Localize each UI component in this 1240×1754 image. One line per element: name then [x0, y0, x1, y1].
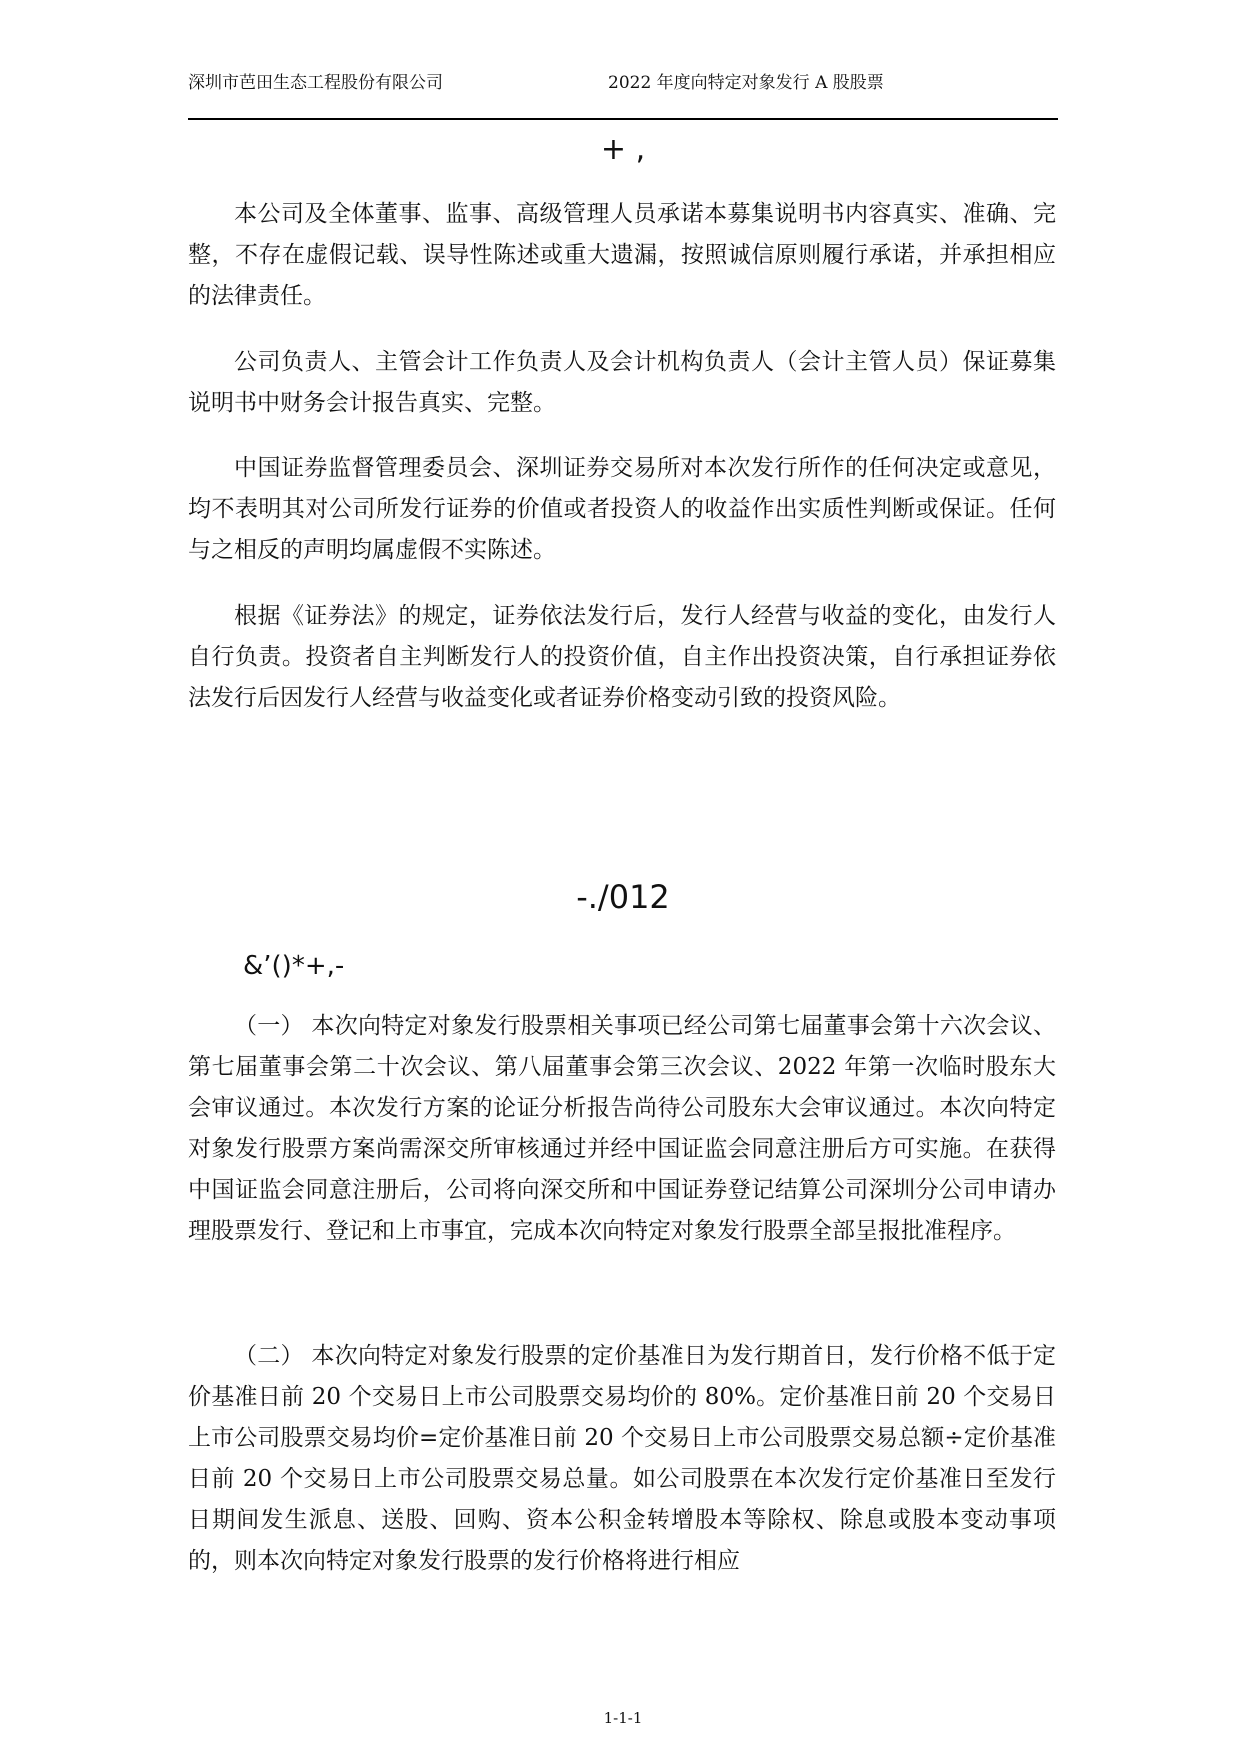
page-number: 1-1-1	[603, 1709, 643, 1727]
section-heading-notices: -./012	[576, 878, 670, 916]
section-heading-declaration: + ,	[600, 132, 646, 167]
paragraph-approval-status: （一） 本次向特定对象发行股票相关事项已经公司第七届董事会第十六次会议、第七届董事会第二十次会议、第八届董事会第三次会议、2022 年第一次临时股东大会审议通过。本次发行方案的论证分析报告尚待公司股东大会审议通过。本次向特定对象发行股票方案尚需深交所审核通过并经中国证监会同意注册后方可实施。在获得中国证监会同意注册后，公司将向深交所和中国证券登记结算公司深圳分公司申请办理股票发行、登记和上市事宜，完成本次向特定对象发行股票全部呈报批准程序。	[188, 1013, 1056, 1244]
paragraph-financial-guarantee: 公司负责人、主管会计工作负责人及会计机构负责人（会计主管人员）保证募集说明书中财务会计报告真实、完整。	[188, 349, 1056, 416]
paragraph-pricing-basis: （二） 本次向特定对象发行股票的定价基准日为发行期首日，发行价格不低于定价基准日前 20 个交易日上市公司股票交易均价的 80%。定价基准日前 20 个交易日上市公司股票交易均价=定价基准日前 20 个交易日上市公司股票交易总额÷定价基准日前 20 个交易日上市公司股票交易总量。如公司股票在本次发行定价基准日至发行日期间发生派息、送股、回购、资本公积金转增股本等除权、除息或股本变动事项的，则本次向特定对象发行股票的发行价格将进行相应	[188, 1343, 1056, 1574]
paragraph-investment-risk: 根据《证券法》的规定，证券依法发行后，发行人经营与收益的变化，由发行人自行负责。投资者自主判断发行人的投资价值，自主作出投资决策，自行承担证券依法发行后因发行人经营与收益变化或者证券价格变动引致的投资风险。	[188, 603, 1056, 711]
paragraph-board-commitment: 本公司及全体董事、监事、高级管理人员承诺本募集说明书内容真实、准确、完整，不存在虚假记载、误导性陈述或重大遗漏，按照诚信原则履行承诺，并承担相应的法律责任。	[188, 201, 1056, 309]
header-document-title: 2022 年度向特定对象发行 A 股股票	[608, 73, 884, 93]
header-company-name: 深圳市芭田生态工程股份有限公司	[188, 73, 443, 93]
page-header	[188, 72, 1058, 120]
subsection-heading: &’()*+,-	[243, 951, 345, 981]
paragraph-regulator-disclaimer: 中国证券监督管理委员会、深圳证券交易所对本次发行所作的任何决定或意见，均不表明其对公司所发行证券的价值或者投资人的收益作出实质性判断或保证。任何与之相反的声明均属虚假不实陈述。	[188, 455, 1056, 563]
